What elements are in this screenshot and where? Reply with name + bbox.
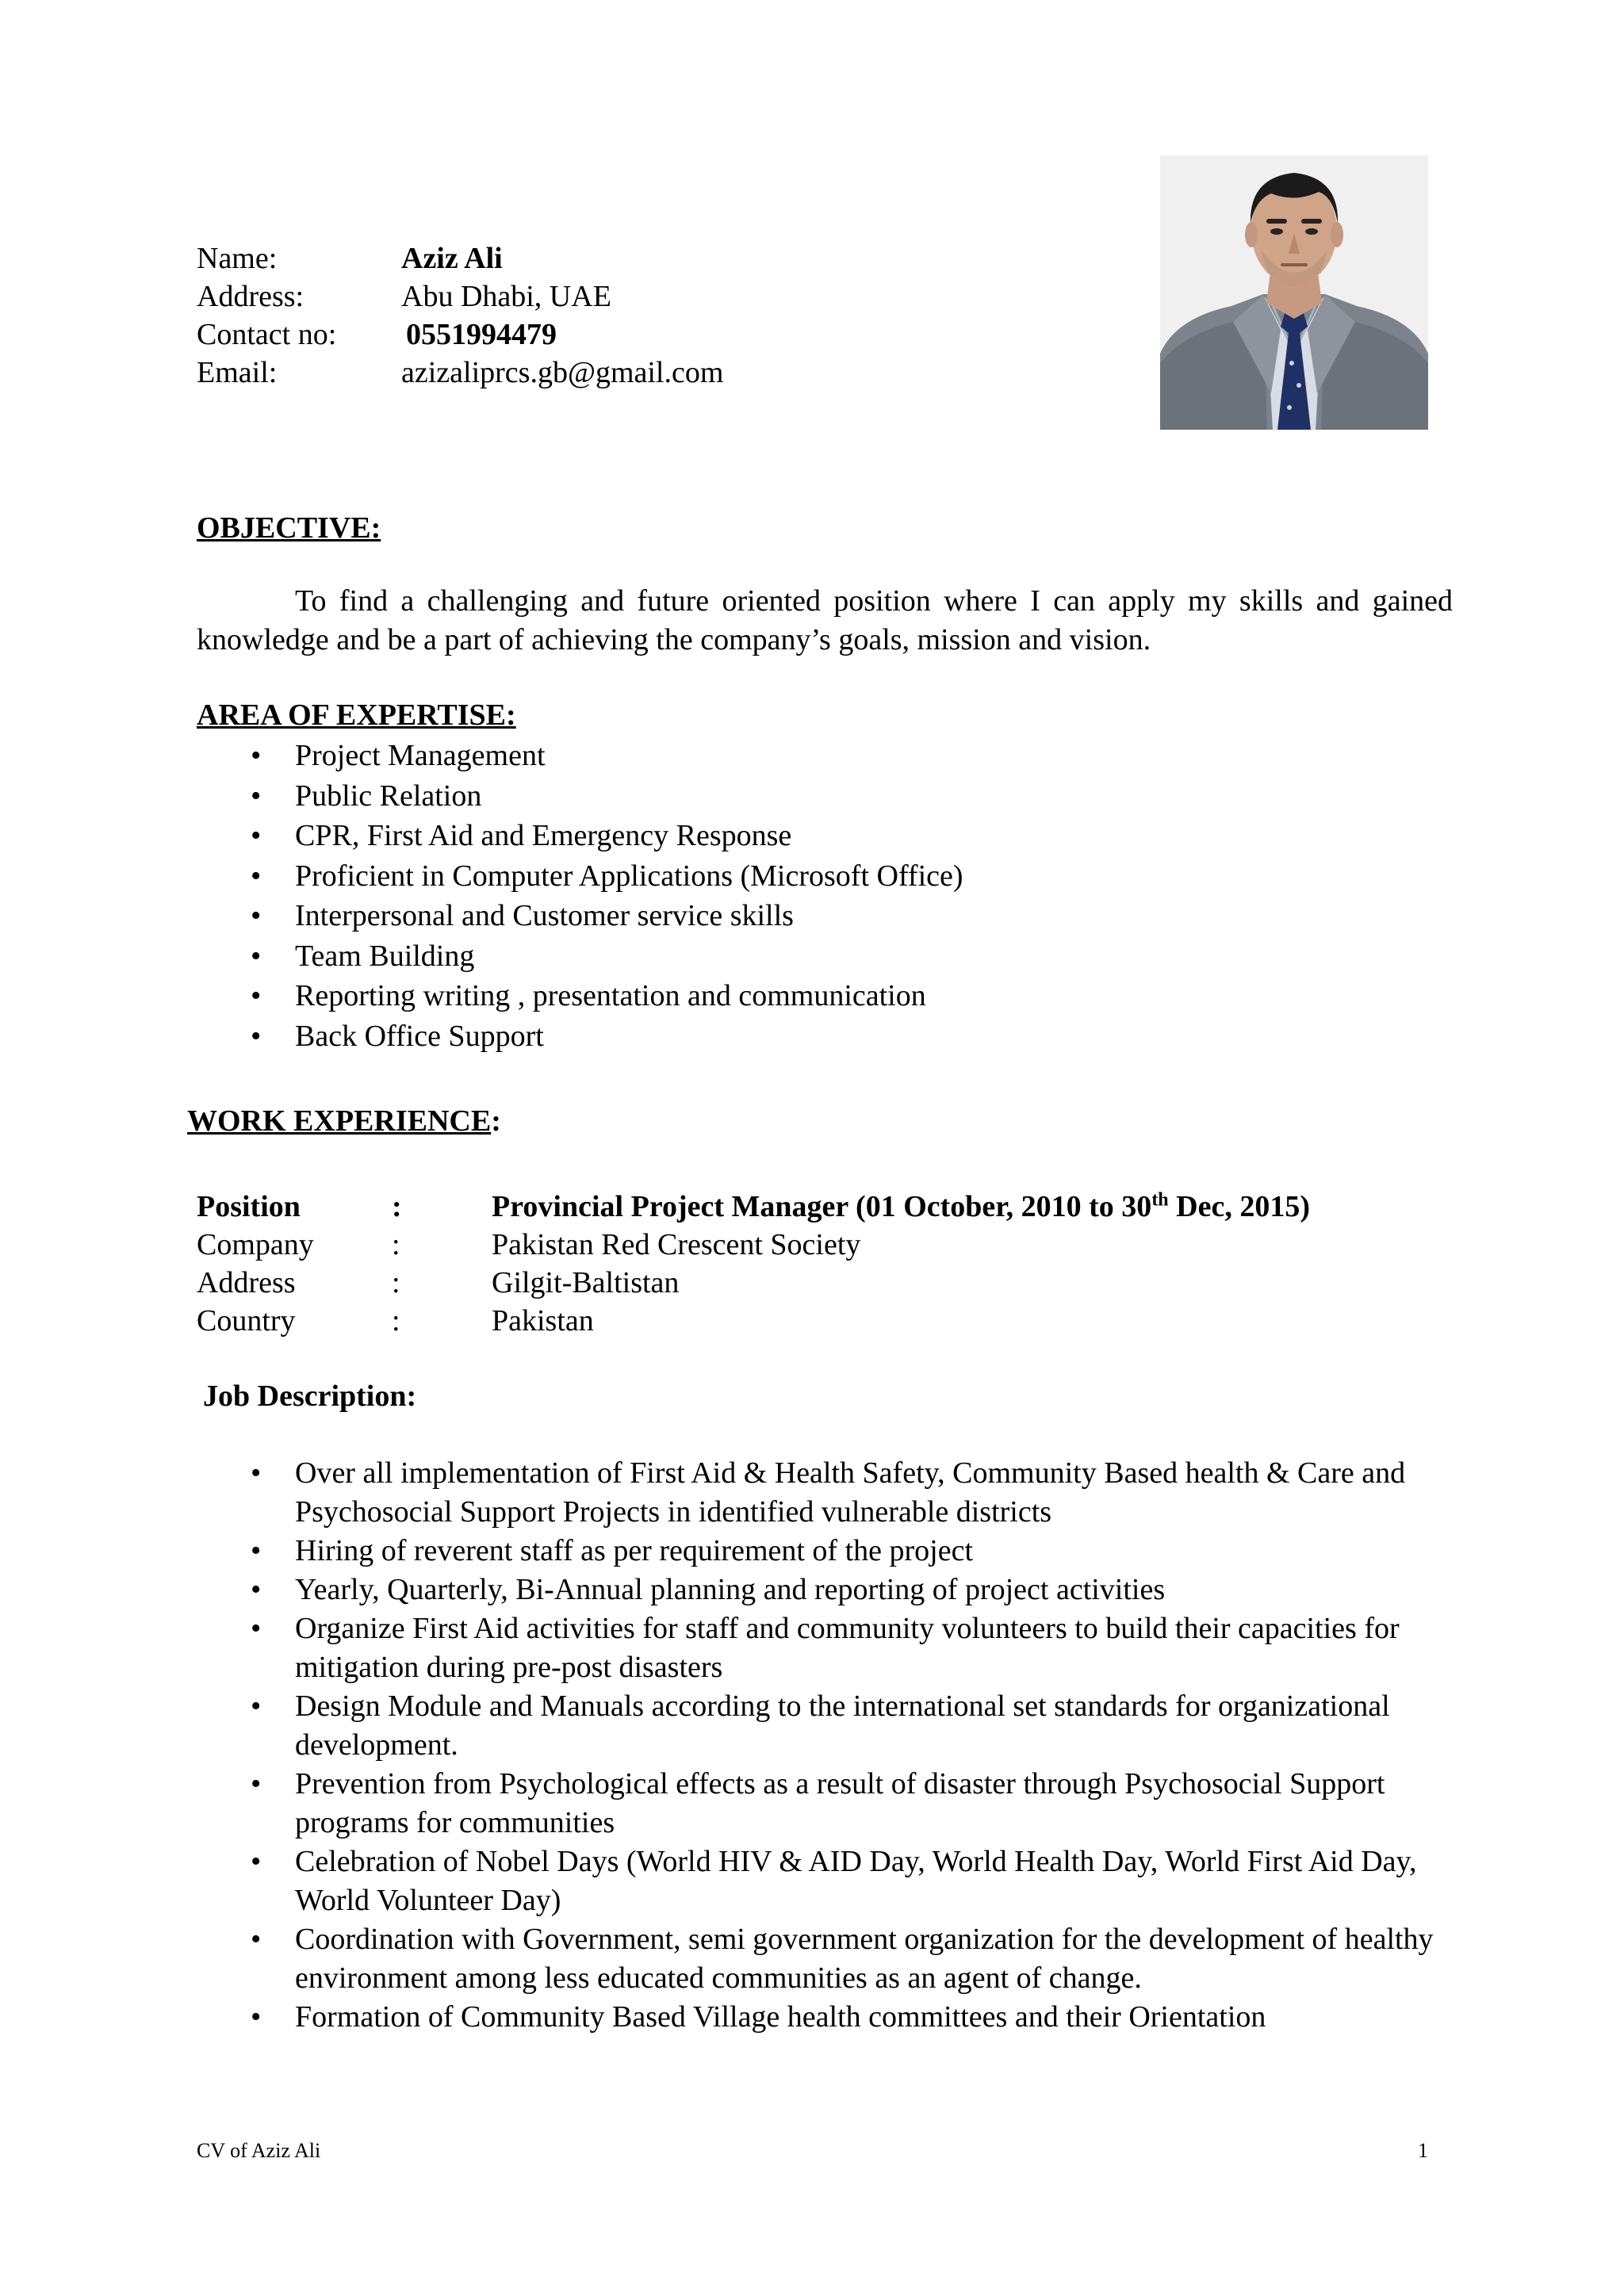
bullet-icon: • <box>251 1573 262 1606</box>
contact-label: Contact no: <box>197 318 337 351</box>
country-row <box>197 1302 1310 1340</box>
list-item: • Team Building <box>197 936 963 977</box>
name-row <box>197 239 723 277</box>
name-label: Name: <box>197 242 278 275</box>
list-item: • Formation of Community Based Village health committees and their Orientation <box>197 1998 1450 2037</box>
bullet-icon: • <box>251 1019 262 1053</box>
list-item: • Design Module and Manuals according to the international set standards for organizational development. <box>197 1687 1450 1765</box>
objective-text: To find a challenging and future oriented position where I can apply my skills and gained knowledge and be a part of achieving the company’s goals, mission and vision. <box>197 584 1453 656</box>
bullet-icon: • <box>251 1923 262 1956</box>
profile-photo-illustration <box>1160 155 1428 430</box>
contact-row <box>197 316 723 354</box>
ordinal-suffix: th <box>1151 1189 1169 1211</box>
footer-title: CV of Aziz Ali <box>197 2139 321 2162</box>
list-item: • Yearly, Quarterly, Bi-Annual planning and reporting of project activities <box>197 1571 1450 1609</box>
work-experience-title: WORK EXPERIENCE <box>187 1104 492 1138</box>
list-item: • Project Management <box>197 736 963 776</box>
work-address-separator: : <box>392 1266 400 1299</box>
bullet-icon: • <box>251 859 262 893</box>
profile-photo <box>1160 155 1428 430</box>
company-row <box>197 1226 1310 1264</box>
contact-value: 0551994479 <box>406 318 557 351</box>
bullet-icon: • <box>251 1456 262 1490</box>
company-label: Company <box>197 1228 314 1261</box>
list-item: • Coordination with Government, semi government organization for the development of healthy environment among less educated communities as an agent of change. <box>197 1920 1450 1998</box>
list-item: • Proficient in Computer Applications (Microsoft Office) <box>197 856 963 897</box>
company-value: Pakistan Red Crescent Society <box>492 1228 861 1261</box>
list-item: • CPR, First Aid and Emergency Response <box>197 816 963 856</box>
job-description-list <box>197 1454 1450 2037</box>
bullet-icon: • <box>251 1689 262 1723</box>
address-label: Address: <box>197 280 304 313</box>
work-experience-colon: : <box>491 1104 501 1138</box>
work-address-value: Gilgit-Baltistan <box>492 1266 680 1299</box>
position-label: Position <box>197 1190 301 1223</box>
work-experience-heading <box>187 1102 501 1140</box>
bullet-icon: • <box>251 739 262 772</box>
bullet-icon: • <box>251 939 262 973</box>
bullet-icon: • <box>251 1612 262 1645</box>
list-item: • Celebration of Nobel Days (World HIV & AID Day, World Health Day, World First Aid Day, World Volunteer Day) <box>197 1843 1450 1920</box>
expertise-heading: AREA OF EXPERTISE: <box>197 698 516 732</box>
work-experience-details <box>197 1188 1310 1340</box>
page-number: 1 <box>1418 2139 1428 2162</box>
bullet-icon: • <box>251 1767 262 1800</box>
objective-heading: OBJECTIVE: <box>197 511 381 545</box>
email-label: Email: <box>197 356 278 389</box>
bullet-icon: • <box>251 1534 262 1567</box>
email-row <box>197 354 723 392</box>
email-value: azizaliprcs.gb@gmail.com <box>401 356 724 389</box>
name-value: Aziz Ali <box>401 242 503 275</box>
bullet-icon: • <box>251 979 262 1012</box>
list-item: • Hiring of reverent staff as per requirement of the project <box>197 1532 1450 1571</box>
bullet-icon: • <box>251 2000 262 2034</box>
country-label: Country <box>197 1304 296 1337</box>
company-separator: : <box>392 1228 400 1261</box>
bullet-icon: • <box>251 899 262 932</box>
expertise-list <box>197 736 963 1056</box>
bullet-icon: • <box>251 779 262 813</box>
work-address-label: Address <box>197 1266 296 1299</box>
job-description-heading: Job Description: <box>203 1380 417 1413</box>
bullet-icon: • <box>251 1845 262 1878</box>
position-row <box>197 1188 1310 1226</box>
bullet-icon: • <box>251 819 262 852</box>
list-item: • Over all implementation of First Aid & Health Safety, Community Based health & Care and Psychosocial Support Projects in identified vulnerable districts <box>197 1454 1450 1532</box>
position-separator: : <box>392 1190 402 1223</box>
position-value: Provincial Project Manager (01 October, 2010 to 30th Dec, 2015) <box>492 1189 1310 1223</box>
contact-block <box>197 239 723 392</box>
list-item: • Public Relation <box>197 776 963 817</box>
objective-section <box>197 582 1453 660</box>
list-item: • Interpersonal and Customer service skills <box>197 896 963 936</box>
list-item: • Organize First Aid activities for staff and community volunteers to build their capacities for mitigation during pre-post disasters <box>197 1609 1450 1687</box>
address-row <box>197 277 723 316</box>
address-value: Abu Dhabi, UAE <box>401 280 611 313</box>
country-value: Pakistan <box>492 1304 594 1337</box>
list-item: • Back Office Support <box>197 1016 963 1057</box>
country-separator: : <box>392 1304 400 1337</box>
work-address-row <box>197 1264 1310 1302</box>
list-item: • Reporting writing , presentation and communication <box>197 976 963 1016</box>
list-item: • Prevention from Psychological effects as a result of disaster through Psychosocial Support programs for communities <box>197 1765 1450 1843</box>
